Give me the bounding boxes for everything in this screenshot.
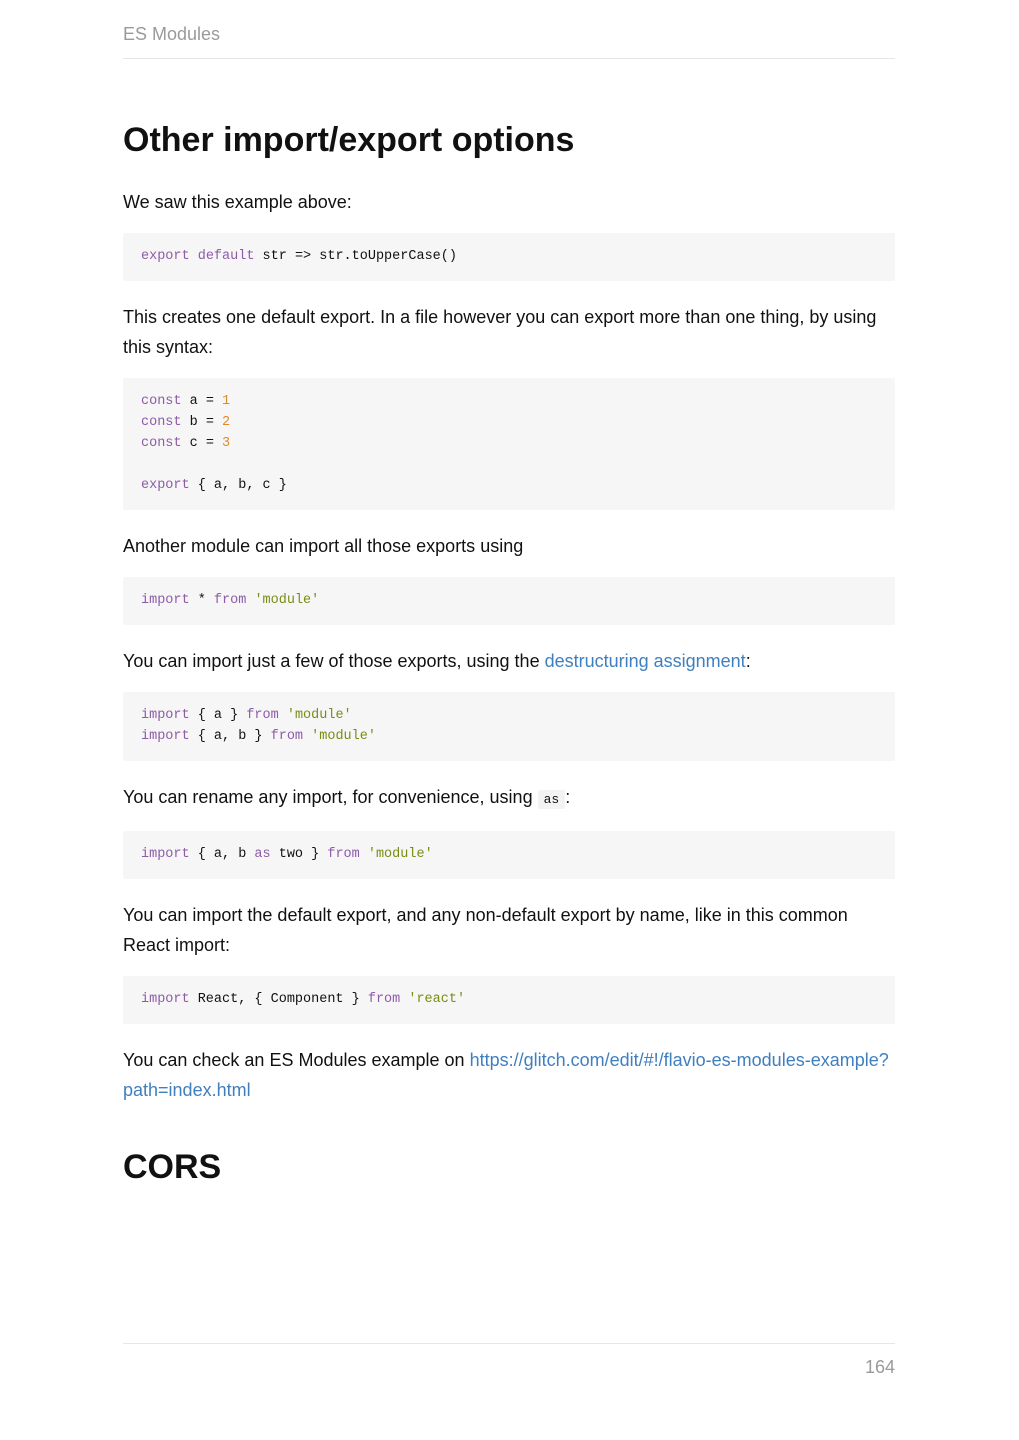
section-heading: Other import/export options — [123, 121, 575, 159]
code-keyword: import — [141, 729, 190, 744]
code-line — [141, 475, 877, 496]
paragraph-default-and-named: You can import the default export, and any non-default export by name, like in this common React import: — [123, 905, 848, 955]
paragraph-text: You can rename any import, for convenience, using — [123, 787, 538, 807]
destructuring-assignment-link[interactable]: destructuring assignment — [544, 651, 746, 671]
code-text: { a } — [189, 708, 247, 723]
code-keyword: export — [141, 478, 190, 493]
code-keyword: import — [141, 992, 190, 1007]
code-blank-line — [141, 454, 877, 475]
code-keyword: as — [254, 847, 271, 862]
code-block-rename-import — [123, 831, 895, 879]
code-text: a = — [181, 394, 223, 409]
code-text: b = — [181, 415, 223, 430]
code-line — [141, 412, 877, 433]
code-keyword: from — [367, 992, 401, 1007]
code-text: { a, b, c } — [189, 478, 287, 493]
code-line — [141, 433, 877, 454]
code-number: 2 — [222, 415, 231, 430]
code-block-react-import — [123, 976, 895, 1024]
code-block-default-export — [123, 233, 895, 281]
code-block-import-all — [123, 577, 895, 625]
paragraph-multiple-exports: This creates one default export. In a file however you can export more than one thing, by using this syntax: — [123, 307, 877, 357]
code-block-import-some — [123, 692, 895, 761]
code-keyword: from — [327, 847, 360, 862]
code-number: 3 — [222, 436, 231, 451]
code-keyword: import — [141, 593, 190, 608]
code-string: 'module' — [311, 729, 376, 744]
code-text: c = — [181, 436, 223, 451]
paragraph-import-few — [123, 646, 895, 676]
code-keyword: const — [141, 415, 182, 430]
paragraph-text: You can import just a few of those exports, using the — [123, 651, 545, 671]
code-string: 'module' — [254, 593, 320, 608]
code-keyword: from — [270, 729, 304, 744]
footer-divider — [123, 1343, 895, 1344]
code-text: str => str.toUpperCase() — [254, 249, 457, 264]
header-divider — [123, 58, 895, 59]
code-keyword: import — [141, 847, 190, 862]
paragraph-import-all: Another module can import all those exports using — [123, 536, 524, 556]
code-number: 1 — [222, 394, 231, 409]
code-keyword: import — [141, 708, 190, 723]
paragraph-text: : — [745, 651, 751, 671]
code-text: { a, b — [189, 847, 255, 862]
running-header: ES Modules — [123, 24, 221, 44]
code-keyword: from — [246, 708, 279, 723]
code-text: React, { Component } — [189, 992, 368, 1007]
inline-code: as — [538, 790, 566, 809]
code-keyword: from — [213, 593, 247, 608]
section-heading-cors: CORS — [123, 1148, 222, 1186]
paragraph-text: You can check an ES Modules example on — [123, 1050, 470, 1070]
code-line — [141, 391, 877, 412]
code-line — [141, 705, 877, 726]
code-line — [141, 726, 877, 747]
paragraph-text: : — [565, 787, 571, 807]
code-keyword: const — [141, 436, 182, 451]
paragraph-rename-import — [123, 782, 895, 815]
code-keyword: const — [141, 394, 182, 409]
code-block-named-exports — [123, 378, 895, 510]
code-text: * — [189, 593, 214, 608]
code-string: 'react' — [408, 992, 466, 1007]
code-text: two } — [270, 847, 328, 862]
paragraph-example-link — [123, 1045, 895, 1105]
code-string: 'module' — [367, 847, 433, 862]
code-text: { a, b } — [189, 729, 271, 744]
paragraph-intro: We saw this example above: — [123, 192, 352, 212]
main-content — [123, 118, 895, 1189]
glitch-example-link[interactable]: https://glitch.com/edit/#!/flavio-es-modules-example?path=index.html — [123, 1050, 889, 1100]
code-keyword: export — [141, 249, 190, 264]
code-keyword: default — [197, 249, 255, 264]
page-number: 164 — [864, 1357, 895, 1377]
code-string: 'module' — [286, 708, 352, 723]
